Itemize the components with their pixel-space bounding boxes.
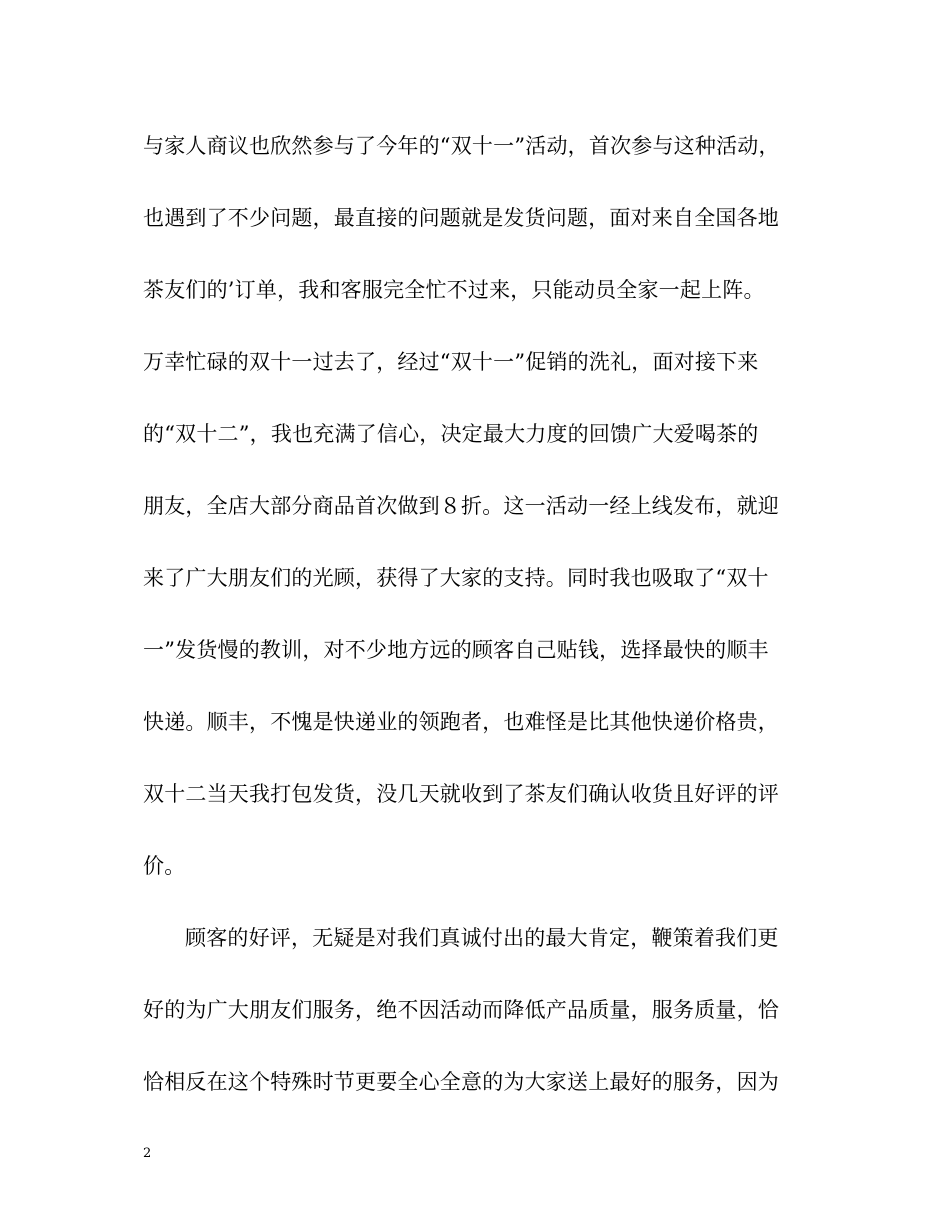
text-line: 快递。顺丰，不愧是快递业的领跑者，也难怪是比其他快递价格贵，: [143, 710, 779, 734]
body-text: [143, 124, 813, 1132]
text-line: 的“双十二”，我也充满了信心，决定最大力度的回馈广大爱喝茶的: [143, 422, 759, 446]
page-number: 2: [143, 1146, 152, 1161]
paragraph-first-line: 顾客的好评，无疑是对我们真诚付出的最大肯定，鞭策着我们更: [185, 926, 779, 950]
text-line: 价。: [143, 854, 186, 878]
text-line: 来了广大朋友们的光顾，获得了大家的支持。同时我也吸取了“双十: [143, 566, 769, 590]
text-line: 好的为广大朋友们服务，绝不因活动而降低产品质量，服务质量，恰: [143, 998, 779, 1022]
text-line: 也遇到了不少问题，最直接的问题就是发货问题，面对来自全国各地: [143, 206, 779, 230]
text-line: 与家人商议也欣然参与了今年的“双十一”活动，首次参与这种活动，: [143, 134, 780, 158]
text-line: 一”发货慢的教训，对不少地方远的顾客自己贴钱，选择最快的顺丰: [143, 638, 769, 662]
text-line: 朋友，全店大部分商品首次做到８折。这一活动一经上线发布，就迎: [143, 494, 779, 518]
text-line: 双十二当天我打包发货，没几天就收到了茶友们确认收货且好评的评: [143, 782, 779, 806]
text-line: 茶友们的’订单，我和客服完全忙不过来，只能动员全家一起上阵。: [143, 278, 765, 302]
text-line: 万幸忙碌的双十一过去了，经过“双十一”促销的洗礼，面对接下来: [143, 350, 759, 374]
text-line: 恰相反在这个特殊时节更要全心全意的为大家送上最好的服务，因为: [143, 1070, 779, 1094]
